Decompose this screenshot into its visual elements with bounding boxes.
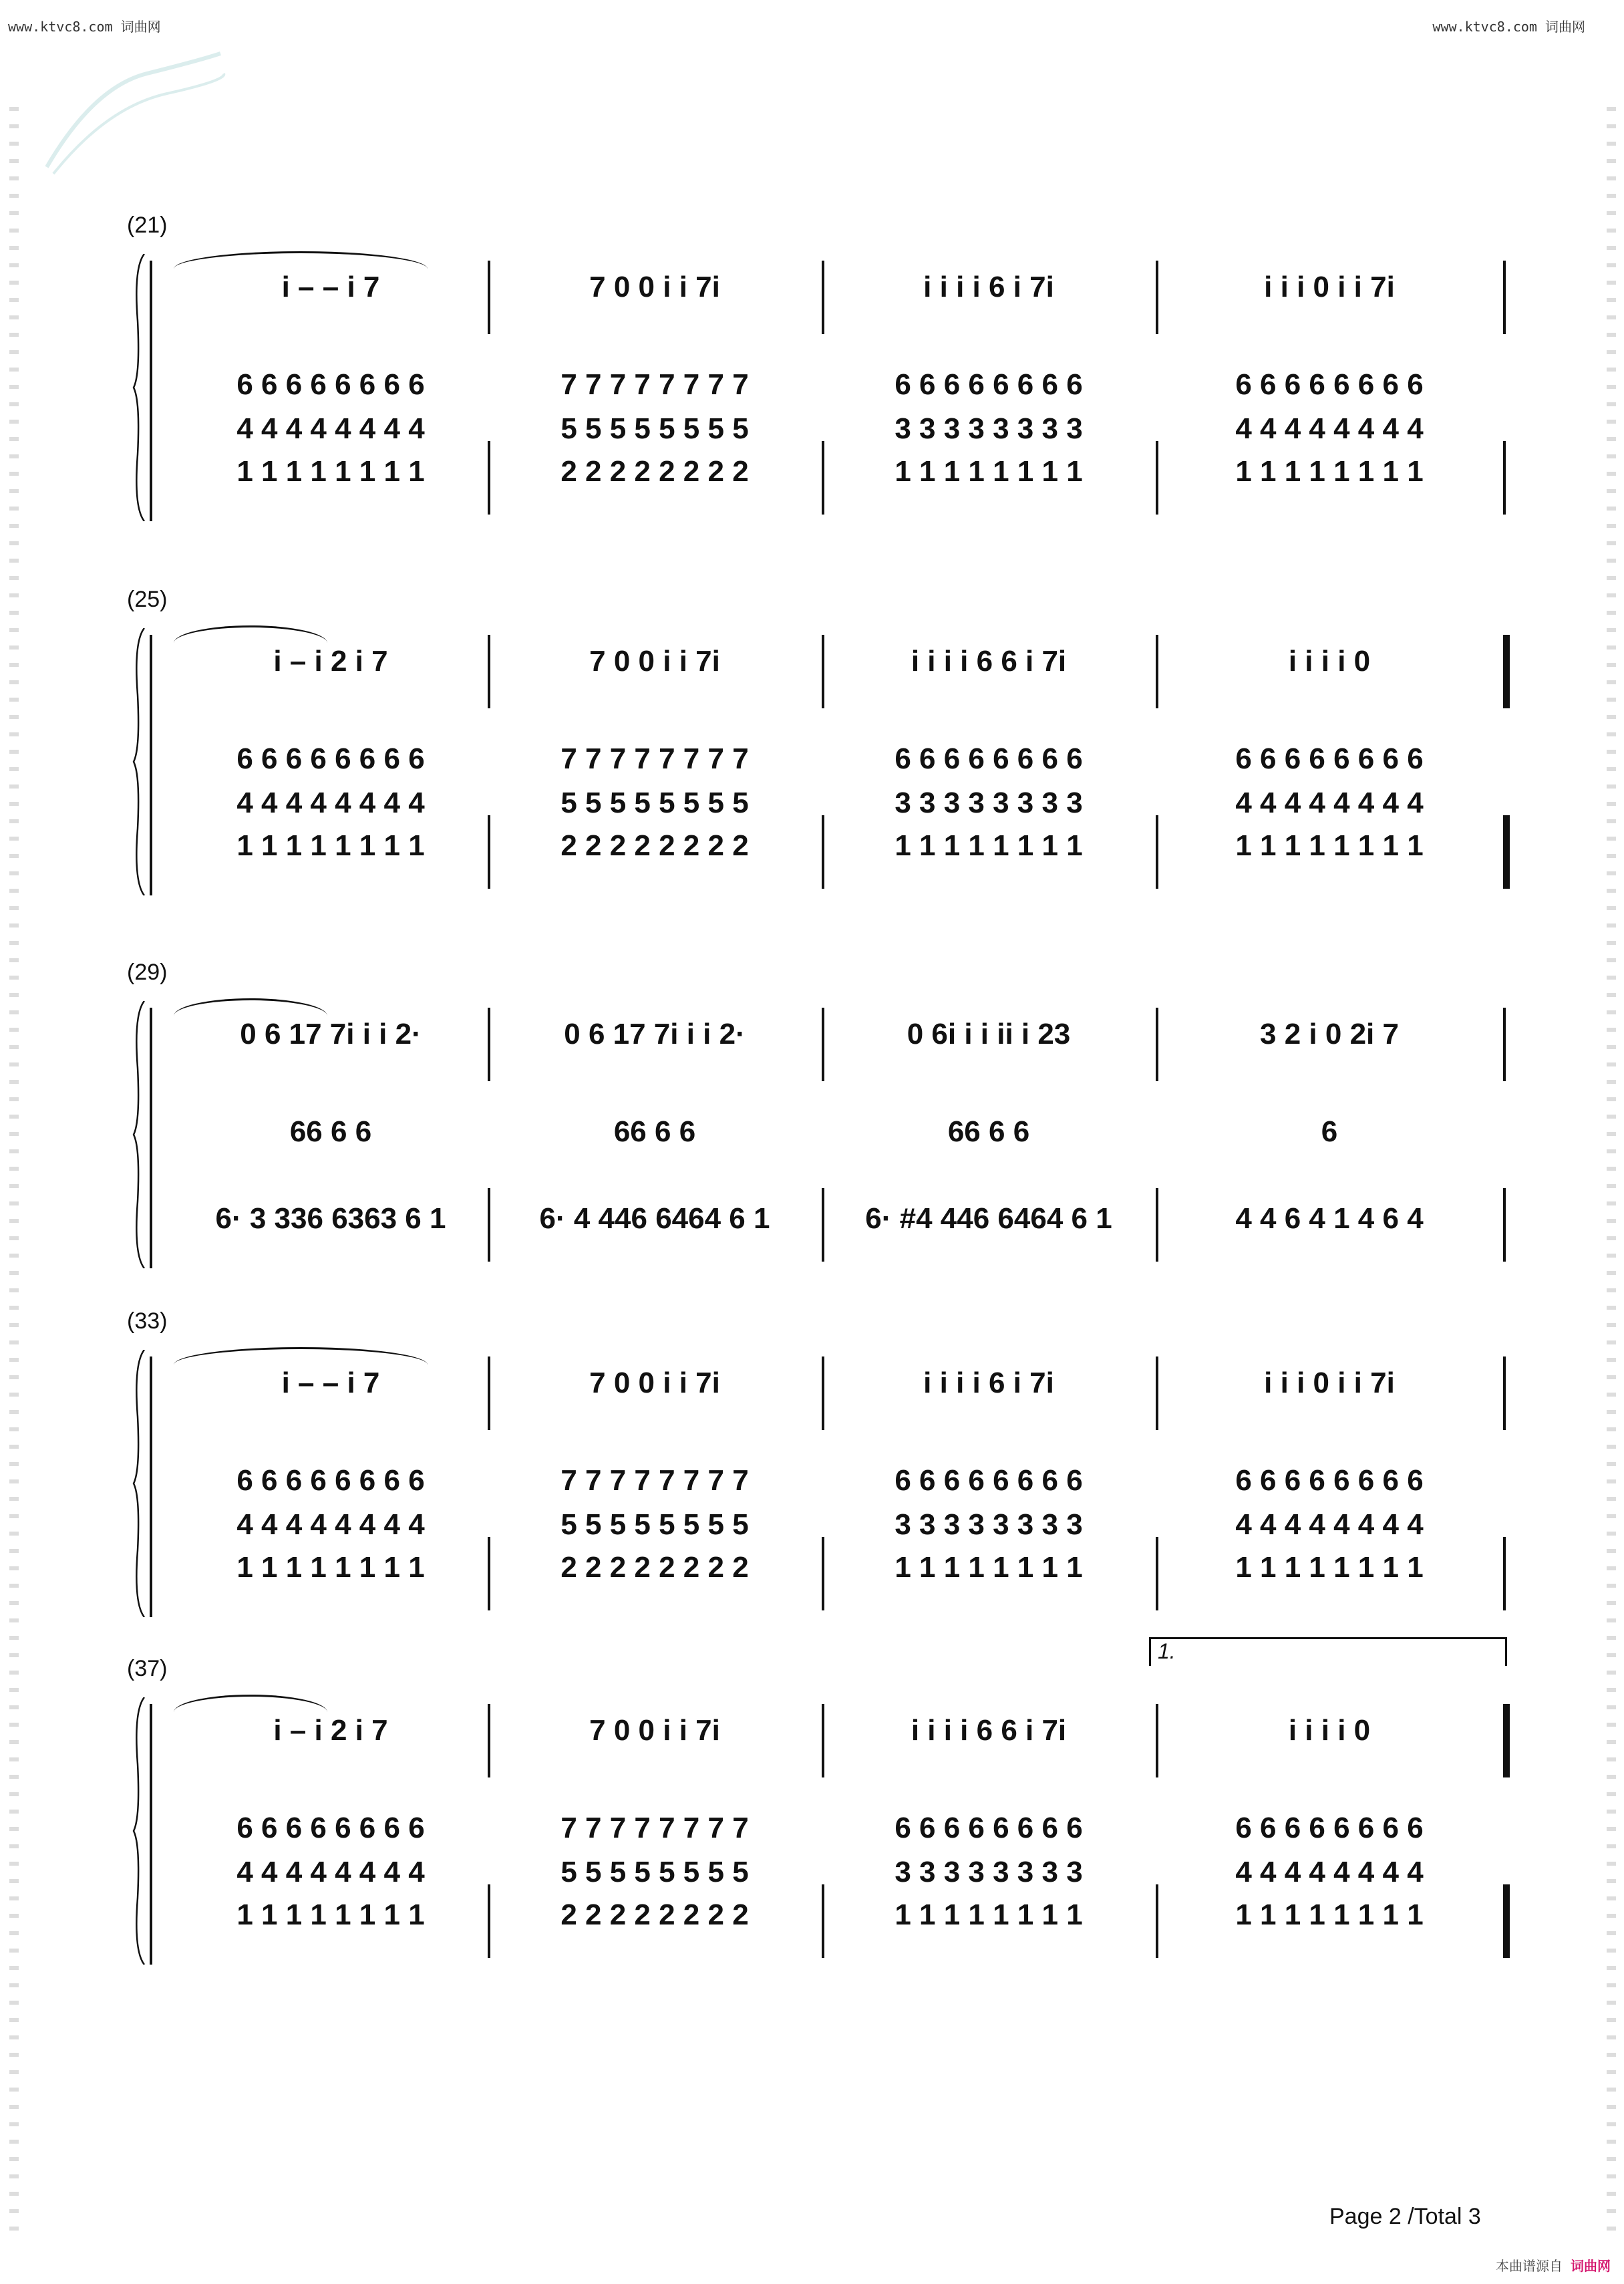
measure-notes: 1 1 1 1 1 1 1 1: [1235, 1551, 1424, 1584]
measure-notes: 6 6 6 6 6 6 6 6: [236, 368, 425, 401]
measure-notes: 3 3 3 3 3 3 3 3: [895, 787, 1083, 819]
measure-notes: i i i i 0: [1288, 645, 1371, 678]
barline: [1156, 441, 1158, 515]
measure-notes: 7 0 0 i i 7i: [589, 1367, 720, 1399]
accompaniment-bottom-row: [127, 1895, 1510, 1935]
barline: [822, 1704, 824, 1777]
slur: [174, 1347, 428, 1383]
measure-notes: 6 6 6 6 6 6 6 6: [895, 1464, 1083, 1497]
measure-notes: 3 3 3 3 3 3 3 3: [895, 1508, 1083, 1541]
score-system: [127, 588, 1510, 882]
barline: [1503, 635, 1510, 708]
slur: [174, 251, 428, 287]
measure-notes: 7 7 7 7 7 7 7 7: [560, 1812, 749, 1844]
measure-notes: 7 0 0 i i 7i: [589, 1714, 720, 1747]
barline: [822, 635, 824, 708]
barline: [1503, 261, 1506, 334]
barline: [822, 441, 824, 515]
measure-notes: i i i i 6 6 i 7i: [911, 1714, 1067, 1747]
measure-notes: 2 2 2 2 2 2 2 2: [560, 1898, 749, 1931]
barline: [488, 1704, 490, 1777]
measure-notes: 4 4 4 4 4 4 4 4: [236, 787, 425, 819]
barline: [1156, 1188, 1158, 1262]
barline: [488, 1884, 490, 1958]
measure-notes: 1 1 1 1 1 1 1 1: [236, 1898, 425, 1931]
measure-notes: 5 5 5 5 5 5 5 5: [560, 1508, 749, 1541]
measure-notes: 7 0 0 i i 7i: [589, 645, 720, 678]
measure-notes: 6 6 6 6 6 6 6 6: [1235, 1812, 1424, 1844]
measure-notes: 1 1 1 1 1 1 1 1: [1235, 829, 1424, 862]
left-watermark-strip: [9, 107, 19, 2244]
barline: [1156, 1884, 1158, 1958]
volta-bracket: 1.: [1149, 1637, 1507, 1666]
accompaniment-bottom-row: [127, 1199, 1510, 1239]
measure-notes: 3 2 i 0 2i 7: [1260, 1018, 1399, 1050]
barline: [1503, 1357, 1506, 1430]
site-header-left: www.ktvc8.com 词曲网: [8, 19, 161, 35]
watermark-decoration: [40, 47, 227, 180]
measure-number: (29): [127, 960, 168, 985]
score-system: [127, 961, 1510, 1255]
barline: [822, 1188, 824, 1262]
right-watermark-strip: [1607, 107, 1616, 2244]
measure-notes: 1 1 1 1 1 1 1 1: [895, 455, 1083, 488]
measure-notes: 6 6 6 6 6 6 6 6: [1235, 742, 1424, 775]
measure-notes: [187, 1156, 474, 1196]
barline: [822, 1884, 824, 1958]
measure-notes: 6 6 6 6 6 6 6 6: [895, 368, 1083, 401]
measure-notes: 0 6i i i ii i 23: [907, 1018, 1071, 1050]
measure-notes: 6 6 6 6 6 6 6 6: [1235, 1464, 1424, 1497]
measure-number: (33): [127, 1308, 168, 1334]
accompaniment-top-row: [127, 739, 1510, 779]
measure-notes: i i i 0 i i 7i: [1264, 271, 1395, 303]
slur: [174, 625, 327, 661]
measure-number: (37): [127, 1656, 168, 1681]
measure-notes: 7 7 7 7 7 7 7 7: [560, 1464, 749, 1497]
measure-notes: i i i i 0: [1288, 1714, 1371, 1747]
accompaniment-middle-row: [127, 1156, 1510, 1196]
accompaniment-top-row: [127, 1461, 1510, 1501]
source-credit-brand: 词曲网: [1571, 2259, 1611, 2274]
measure-notes: 6: [1321, 1115, 1338, 1148]
barline: [1503, 1188, 1506, 1262]
measure-notes: [501, 1156, 808, 1196]
barline: [1156, 1357, 1158, 1430]
barline: [1156, 1704, 1158, 1777]
accompaniment-top-row: [127, 1112, 1510, 1152]
measure-notes: 2 2 2 2 2 2 2 2: [560, 829, 749, 862]
measure-notes: 1 1 1 1 1 1 1 1: [236, 829, 425, 862]
barline: [1503, 815, 1510, 889]
measure-notes: 6 6 6 6 6 6 6 6: [236, 742, 425, 775]
measure-notes: [835, 1156, 1142, 1196]
measure-notes: 6 6 6 6 6 6 6 6: [236, 1812, 425, 1844]
measure-notes: 0 6 17 7i i i 2·: [240, 1018, 422, 1050]
measure-notes: 0 6 17 7i i i 2·: [564, 1018, 746, 1050]
measure-notes: 6· 4 446 6464 6 1: [539, 1202, 770, 1235]
measure-notes: 1 1 1 1 1 1 1 1: [236, 1551, 425, 1584]
melody-row: [127, 1014, 1510, 1054]
barline: [488, 635, 490, 708]
melody-row: [127, 1711, 1510, 1751]
barline: [1503, 1008, 1506, 1081]
measure-notes: 3 3 3 3 3 3 3 3: [895, 412, 1083, 445]
measure-notes: i i i i 6 i 7i: [923, 1367, 1054, 1399]
measure-notes: i i i 0 i i 7i: [1264, 1367, 1395, 1399]
measure-notes: 4 4 4 4 4 4 4 4: [1235, 787, 1424, 819]
measure-notes: 6 6 6 6 6 6 6 6: [895, 742, 1083, 775]
barline: [488, 1188, 490, 1262]
slur: [174, 1695, 327, 1730]
accompaniment-top-row: [127, 365, 1510, 405]
melody-row: [127, 641, 1510, 682]
measure-notes: 1 1 1 1 1 1 1 1: [895, 1551, 1083, 1584]
measure-notes: 5 5 5 5 5 5 5 5: [560, 412, 749, 445]
accompaniment-middle-row: [127, 409, 1510, 449]
measure-notes: 2 2 2 2 2 2 2 2: [560, 1551, 749, 1584]
source-credit: [1496, 2255, 1611, 2275]
barline: [488, 261, 490, 334]
barline: [822, 1357, 824, 1430]
measure-number: (25): [127, 587, 168, 612]
measure-notes: 7 7 7 7 7 7 7 7: [560, 368, 749, 401]
accompaniment-bottom-row: [127, 1548, 1510, 1588]
measure-notes: 66 6 6: [613, 1115, 696, 1148]
barline: [1156, 815, 1158, 889]
barline: [1156, 1537, 1158, 1610]
measure-notes: 7 7 7 7 7 7 7 7: [560, 742, 749, 775]
measure-notes: 2 2 2 2 2 2 2 2: [560, 455, 749, 488]
accompaniment-middle-row: [127, 783, 1510, 823]
barline: [822, 1537, 824, 1610]
measure-notes: i i i i 6 i 7i: [923, 271, 1054, 303]
score-system: [127, 1639, 1510, 1951]
measure-notes: 7 0 0 i i 7i: [589, 271, 720, 303]
measure-notes: i i i i 6 6 i 7i: [911, 645, 1067, 678]
measure-notes: 6 6 6 6 6 6 6 6: [236, 1464, 425, 1497]
accompaniment-middle-row: [127, 1852, 1510, 1892]
barline: [1503, 1537, 1506, 1610]
accompaniment-top-row: [127, 1808, 1510, 1848]
measure-notes: 5 5 5 5 5 5 5 5: [560, 787, 749, 819]
measure-notes: 6· 3 336 6363 6 1: [215, 1202, 446, 1235]
barline: [1503, 1884, 1510, 1958]
barline: [1156, 635, 1158, 708]
measure-notes: i – i 2 i 7: [273, 645, 388, 678]
page-number: Page 2 /Total 3: [1329, 2204, 1481, 2229]
barline: [822, 815, 824, 889]
barline: [1156, 261, 1158, 334]
score-system: [127, 214, 1510, 508]
barline: [488, 815, 490, 889]
measure-notes: i – – i 7: [281, 271, 380, 303]
slur: [174, 998, 327, 1034]
measure-notes: 4 4 4 4 4 4 4 4: [236, 412, 425, 445]
site-header-right: www.ktvc8.com 词曲网: [1432, 19, 1585, 35]
measure-notes: 1 1 1 1 1 1 1 1: [895, 1898, 1083, 1931]
measure-notes: 6· #4 446 6464 6 1: [865, 1202, 1112, 1235]
measure-notes: 6 6 6 6 6 6 6 6: [1235, 368, 1424, 401]
measure-number: (21): [127, 212, 168, 238]
measure-notes: 1 1 1 1 1 1 1 1: [1235, 1898, 1424, 1931]
barline: [488, 1008, 490, 1081]
measure-notes: 5 5 5 5 5 5 5 5: [560, 1856, 749, 1888]
measure-notes: 4 4 4 4 4 4 4 4: [236, 1508, 425, 1541]
measure-notes: 4 4 6 4 1 4 6 4: [1235, 1202, 1424, 1235]
accompaniment-bottom-row: [127, 826, 1510, 866]
accompaniment-middle-row: [127, 1505, 1510, 1545]
barline: [1503, 441, 1506, 515]
barline: [822, 261, 824, 334]
measure-notes: 1 1 1 1 1 1 1 1: [895, 829, 1083, 862]
measure-notes: 3 3 3 3 3 3 3 3: [895, 1856, 1083, 1888]
barline: [822, 1008, 824, 1081]
measure-notes: 66 6 6: [947, 1115, 1030, 1148]
barline: [488, 1537, 490, 1610]
barline: [1156, 1008, 1158, 1081]
measure-notes: 1 1 1 1 1 1 1 1: [236, 455, 425, 488]
score-system: [127, 1310, 1510, 1604]
barline: [488, 441, 490, 515]
measure-notes: 4 4 4 4 4 4 4 4: [1235, 1508, 1424, 1541]
measure-notes: 6 6 6 6 6 6 6 6: [895, 1812, 1083, 1844]
barline: [488, 1357, 490, 1430]
accompaniment-bottom-row: [127, 452, 1510, 492]
barline: [1503, 1704, 1510, 1777]
measure-notes: 4 4 4 4 4 4 4 4: [1235, 412, 1424, 445]
measure-notes: [1169, 1156, 1490, 1196]
measure-notes: i – – i 7: [281, 1367, 380, 1399]
measure-notes: 66 6 6: [289, 1115, 372, 1148]
measure-notes: i – i 2 i 7: [273, 1714, 388, 1747]
measure-notes: 4 4 4 4 4 4 4 4: [236, 1856, 425, 1888]
measure-notes: 4 4 4 4 4 4 4 4: [1235, 1856, 1424, 1888]
source-credit-label: 本曲谱源自: [1496, 2259, 1563, 2274]
measure-notes: 1 1 1 1 1 1 1 1: [1235, 455, 1424, 488]
